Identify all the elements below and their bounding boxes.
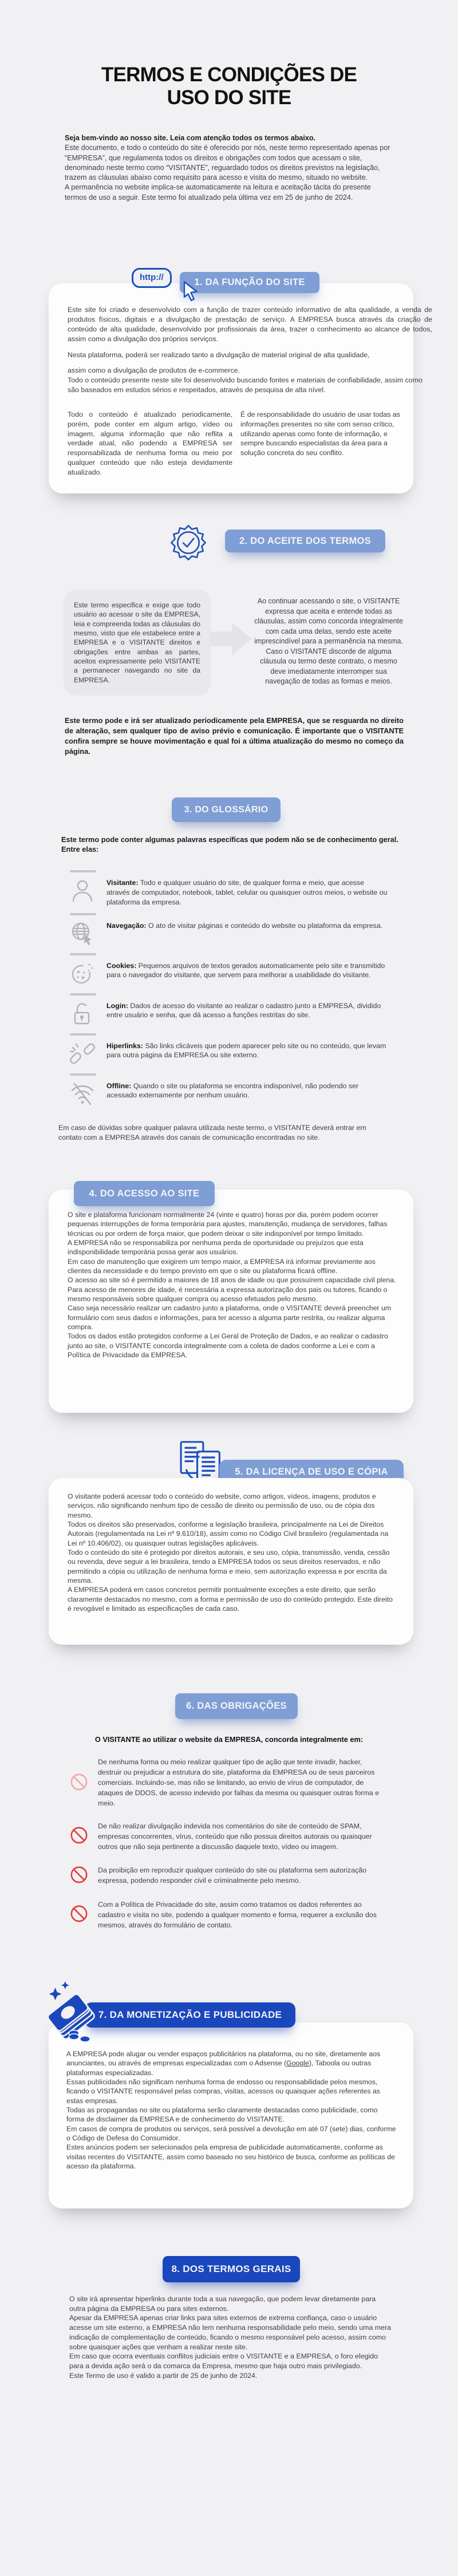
divider (70, 953, 96, 955)
browser-url-icon (132, 268, 191, 308)
intro-paragraph-1: Este documento, e todo o conteúdo do site é oferecido por nós, neste termo representado apenas por “EMPRESA”, que regulamenta todos os direitos e obrigações com todos que acessam o site, denominado neste termo como “VISITANTE”, reguardado todos os direitos previstos na legislação, trazem as cláusulas abaixo como requisito para acesso e visita do mesmo, situado no website. (65, 144, 390, 181)
obligations-list (69, 1757, 388, 1943)
list-item (69, 1033, 389, 1068)
section4-paragraph: Caso seja necessário realizar um cadastro junto a plataforma, onde o VISITANTE deverá preencher um formulário com seus dados e informações, para ter acesso a alguma parte restrita, ou realizar alguma compra. (68, 1304, 392, 1332)
user-icon (69, 877, 97, 904)
section4-paragraph: O acesso ao site só é permitido a maiores de 18 anos de idade ou que possuírem capacidade civil plena. Para acesso de menores de idade, é necessária a expressa autorização dos pais ou tutores, ficando o mesmo responsáveis sobre qualquer compra ou acesso efetuados pelo mesmo. (68, 1276, 396, 1303)
list-item (69, 870, 389, 907)
section2-heading: 2. DO ACEITE DOS TERMOS (225, 530, 385, 552)
intro-paragraph-2: A permanência no website implica-se automaticamente na leitura e aceitação tácita do presente termos de uso a seguir. Este termo foi atualizado pela última vez em 25 de junho de 2024. (65, 183, 371, 202)
cursor-icon (182, 280, 200, 301)
divider (70, 993, 96, 995)
section4-paragraph: A EMPRESA não se responsabiliza por nenhuma perda de oportunidade ou prejuízos que esta indisponibilidade temporária possa gerar aos usuários. (68, 1239, 364, 1257)
list-item (69, 993, 389, 1028)
obligation-text: Com a Política de Privacidade do site, assim como tratamos os dados referentes ao cadastro e visita no site, podendo a qualquer momento e forma, requerer a exclusão dos mesmos, através do formulário de contato. (98, 1900, 377, 1929)
section1-content (49, 283, 447, 477)
http-label: http:// (132, 268, 172, 288)
section5-paragraph: Todos os direitos são preservados, conforme a legislação brasileira, principalmente na Lei de Direitos Autorais (regulamentada na Lei nº 9.610/18), assim como no Código Civil brasileiro (regulamentada na Lei nº 10.406/02), ou quaisquer outras legislações aplicáveis. (68, 1520, 389, 1547)
google-link[interactable]: Google (286, 2059, 309, 2068)
glossary-definition: Offline: Quando o site ou plataforma se encontra indisponível, não podendo ser acessado externamente por nenhum usuário. (106, 1081, 359, 1100)
section5-paragraph: Todo o conteúdo do site é protegido por direitos autorais, e seu uso, cópia, transmissão, venda, cessão ou revenda, deve seguir a lei brasileira, tendo a EMPRESA todos os seus direitos reservados, e não permitindo a cópia ou utilização de nenhuma forma e meio, sem autorização expressa e por escrita da mesma. (68, 1548, 390, 1585)
divider (70, 1073, 96, 1076)
section4-content (49, 1190, 413, 1360)
glossary-definition: Login: Dados de acesso do visitante ao realizar o cadastro junto a EMPRESA, dividido entre usuário e senha, que dá acesso a funções restritas do site. (106, 1001, 381, 1020)
section4-paragraph: Todos os dados estão protegidos conforme a Lei Geral de Proteção de Dados, e ao realizar o cadastro junto ao site, o VISITANTE concorda integralmente com a coleta de dados conforme a Lei e com a Política de Privacidade da EMPRESA. (68, 1332, 388, 1360)
obligation-text: De nenhuma forma ou meio realizar qualquer tipo de ação que tente invadir, hacker, destruir ou prejudicar a estrutura do site, plataforma da EMPRESA ou de seus parceiros comerciais. Incluindo-se, mas não se limitando, ao envio de vírus de computador, de ataques de DDOS, de acesso indevido por falhas da mesma ou quaisquer outras forma e meio. (98, 1758, 380, 1807)
broken-link-icon (69, 1040, 97, 1068)
section7-heading: 7. DA MONETIZAÇÃO E PUBLICIDADE (85, 2002, 295, 2028)
page-title: TERMOS E CONDIÇÕES DE USO DO SITE (101, 64, 357, 109)
money-icon (44, 1980, 97, 2042)
section4-paragraph: Em caso de manutenção que exigirem um tempo maior, a EMPRESA irá informar previamente aos clientes da necessidade e do tempo previsto em que o site ou plataforma ficará offline. (68, 1257, 376, 1275)
divider (70, 913, 96, 915)
glossary-intro: Este termo pode conter algumas palavras específicas que podem não se de conhecimento geral. Entre elas: (61, 835, 398, 854)
glossary-definition: Navegação: O ato de visitar páginas e conteúdo do website ou plataforma da empresa. (106, 921, 383, 930)
section8-paragraph: Em caso que ocorra eventuais conflitos judiciais entre o VISITANTE e a EMPRESA, o foro elegido para a devida ação será o da comarca da Empresa, mesmo que haja outro mais privilegiado. (69, 2352, 378, 2370)
list-item (69, 1822, 388, 1852)
globe-cursor-icon (69, 920, 97, 947)
section8-content (69, 2294, 393, 2381)
section4-heading: 4. DO ACESSO AO SITE (74, 1181, 215, 1206)
divider (70, 1033, 96, 1036)
glossary-definition: Visitante: Todo e qualquer usuário do site, de qualquer forma e meio, que acesse através de computador, notebook, tablet, celular ou quaisquer outros meios, o website ou plataforma da empresa. (106, 879, 388, 906)
section7-paragraph: Essas publicidades não significam nenhuma forma de endosso ou responsabilidade pelos mesmos, ficando o VISITANTE responsável pelas compras, visitas, acessos ou quaisquer ações referentes as estas empresas. (66, 2078, 380, 2105)
section7-paragraph: Em casos de compra de produtos ou serviços, será possível a devolução em até 07 (sete) dias, conforme o Código de Defesa do Consumidor. (66, 2124, 396, 2143)
section8-paragraph: Apesar da EMPRESA apenas criar links para sites externos de extrema confiança, caso o usuário acesse um site externo, a EMPRESA não tem nenhuma responsabilidade pelo meio, sendo uma mera indicação de complementação de conteúdo, ficando o mesmo responsável pelo acesso, assim como sobre quaisquer ações que venham a realizar neste site. (69, 2314, 392, 2351)
section1-paragraph-1: Este site foi criado e desenvolvido com a função de trazer conteúdo informativo de alta qualidade, a venda de produtos físicos, digitais e a divulgação de prestação de serviço. A EMPRESA busca através da criação de conteúdo de alta qualidade, desenvolvido por profissionais da área, trazer o conhecimento ao alcance de todos, assim como a divulgação dos próprios serviços. (68, 306, 432, 343)
list-item (69, 1757, 388, 1809)
section1-heading: 1. DA FUNÇÃO DO SITE (180, 272, 319, 293)
section1-paragraph-3: assim como a divulgação de produtos de e-commerce. (68, 366, 240, 375)
section2-right-text: Ao continuar acessando o site, o VISITANTE expressa que aceita e entende todas as cláusulas, assim como concorda integralmente com cada uma delas, sendo este aceite imprescindível para a permanência na mesma. Caso o VISITANTE discorde de alguma cláusula ou termo deste contrato, o mesmo deve imediatamente interromper sua navegação de todas as formas e meios. (254, 597, 403, 685)
prohibition-icon (69, 1772, 89, 1795)
padlock-icon (69, 1000, 97, 1028)
arrow-right-icon (210, 618, 254, 662)
section5-content (49, 1478, 413, 1613)
glossary-definition: Cookies: Pequenos arquivos de textos gerados automaticamente pelo site e transmitido para o navegador do visitante, que servem para melhorar a usabilidade do visitante. (106, 961, 385, 979)
prohibition-icon (69, 1826, 89, 1848)
glossary-list (69, 870, 389, 1113)
section5-paragraph: O visitante poderá acessar todo o conteúdo do website, como artigos, vídeos, imagens, produtos e serviços, não significando nenhum tipo de cessão de direito ou permissão de uso, ou de cópia dos mesmo. (68, 1492, 376, 1519)
section6-heading: 6. DAS OBRIGAÇÕES (175, 1693, 298, 1719)
section7-paragraph: Todas as propagandas no site ou plataforma serão claramente destacadas como publicidade, como forma de disclaimer da EMPRESA e de conhecimento do VISITANTE. (66, 2106, 378, 2124)
section7-content (49, 2022, 413, 2171)
cookie-icon (69, 960, 97, 987)
section8-paragraph: O site irá apresentar hiperlinks durante toda a sua navegação, que podem levar diretamente para outra página da EMPRESA ou para sites externos. (69, 2295, 376, 2313)
glossary-note: Em caso de dúvidas sobre qualquer palavra utilizada neste termo, o VISITANTE deverá entrar em contato com a EMPRESA através dos canais de comunicação encontradas no site. (58, 1124, 366, 1141)
section4-paragraph: O site e plataforma funcionam normalmente 24 (vinte e quatro) horas por dia, porém podem ocorrer pequenas interrupções de forma temporária para ajustes, manutenção, mudança de servidores, falhas técnicas ou por ordem de força maior, que podem deixar o site indisponível por tempo limitado. (68, 1211, 388, 1238)
prohibition-icon (69, 1865, 89, 1887)
section7-paragraph: Estes anúncios podem ser selecionados pela empresa de publicidade automaticamente, conforme as visitas recentes do VISITANTE, assim como baseado no seu histórico de busca, conforme as políticas de acesso da plataforma. (66, 2143, 395, 2171)
section1-paragraph-4: Todo o conteúdo presente neste site foi desenvolvido buscando fontes e materiais de confiabilidade, assim como são baseados em estudos sérios e respeitados, através de pesquisa de alta nível. (68, 376, 423, 394)
section2-note: Este termo pode e irá ser atualizado periodicamente pela EMPRESA, que se resguarda no direito de alteração, sem qualquer tipo de aviso prévio e comunicação. É importante que o VISITANTE confira sempre se houve movimentação e qual foi a última atualização do mesmo no começo da página. (65, 716, 404, 756)
section1-column-right: É de responsabilidade do usuário de usar todas as informações presentes no site com senso crítico, utilizando apenas como fonte de informação, e sempre buscando especialistas da área para a solução concreta do seu conflito. (240, 410, 400, 457)
section1-paragraph-2: Nesta plataforma, poderá ser realizado tanto a divulgação de material original de alta qualidade, (68, 351, 370, 359)
obligation-text: De não realizar divulgação indevida nos comentários do site de conteúdo de SPAM, empresas concorrentes, vírus, conteúdo que não possua direitos autorais ou quaisquer outros que não seja pertinente a discussão daquele texto, vídeo ou imagem. (98, 1822, 372, 1851)
obligation-text: Da proibição em reproduzir qualquer conteúdo do site ou plataforma sem autorização expressa, podendo responder civil e criminalmente pelo mesmo. (98, 1866, 367, 1885)
section3-heading: 3. DO GLOSSÁRIO (172, 797, 281, 822)
intro-block (65, 133, 393, 203)
section2-left-box: Este termo especifica e exige que todo usuário ao acessar o site da EMPRESA, leia e compreenda todas as cláusulas do mesmo, visto que ele estabelece entre a EMPRESA e o VISITANTE direitos e obrigações entre ambas as partes, aceitos expressamente pelo VISITANTE a permanecer navegando no site da EMPRESA. (64, 590, 211, 696)
prohibition-icon (69, 1904, 89, 1926)
wifi-off-icon (69, 1080, 97, 1108)
obligations-intro: O VISITANTE ao utilizar o website da EMPRESA, concorda integralmente em: (94, 1735, 364, 1744)
divider (70, 870, 96, 872)
section5-heading: 5. DA LICENÇA DE USO E CÓPIA (219, 1460, 404, 1484)
section8-paragraph: Este Termo de uso é valido a partir de 25 de junho de 2024. (69, 2371, 258, 2380)
seal-check-icon (169, 520, 207, 566)
section8-heading: 8. DOS TERMOS GERAIS (163, 2256, 300, 2282)
list-item (69, 1865, 388, 1887)
list-item (69, 1073, 389, 1108)
list-item (69, 913, 389, 947)
section5-paragraph: A EMPRESA poderá em casos concretos permitir pontualmente exceções a este direito, que serão claramente destacados no mesmo, com a forma e permissão de uso do conteúdo protegido. Este direito é revogável e limitado as especificações de cada caso. (68, 1586, 393, 1613)
glossary-definition: Hiperlinks: São links clicáveis que podem aparecer pelo site ou no conteúdo, que levam para outra página da EMPRESA ou site externo. (106, 1041, 386, 1060)
list-item (69, 953, 389, 987)
section1-column-left: Todo o conteúdo é atualizado periodicamente, porém, pode conter em algum artigo, vídeo ou imagem, alguma informação que não reflita a verdade atual, não podendo a EMPRESA ser responsabilizada de nenhuma forma ou meio por qualquer conteúdo que não esteja devidamente atualizado. (68, 410, 232, 477)
section7-paragraph-1: A EMPRESA pode alugar ou vender espaços publicitários na plataforma, ou no site, diretamente aos anunciantes, ou através de empresas especializadas com o Adsense (Google), Taboola ou outras plataformas especializadas. (66, 2050, 381, 2077)
intro-lead: Seja bem-vindo ao nosso site. Leia com atenção todos os termos abaixo. (65, 134, 316, 142)
list-item (69, 1900, 388, 1931)
